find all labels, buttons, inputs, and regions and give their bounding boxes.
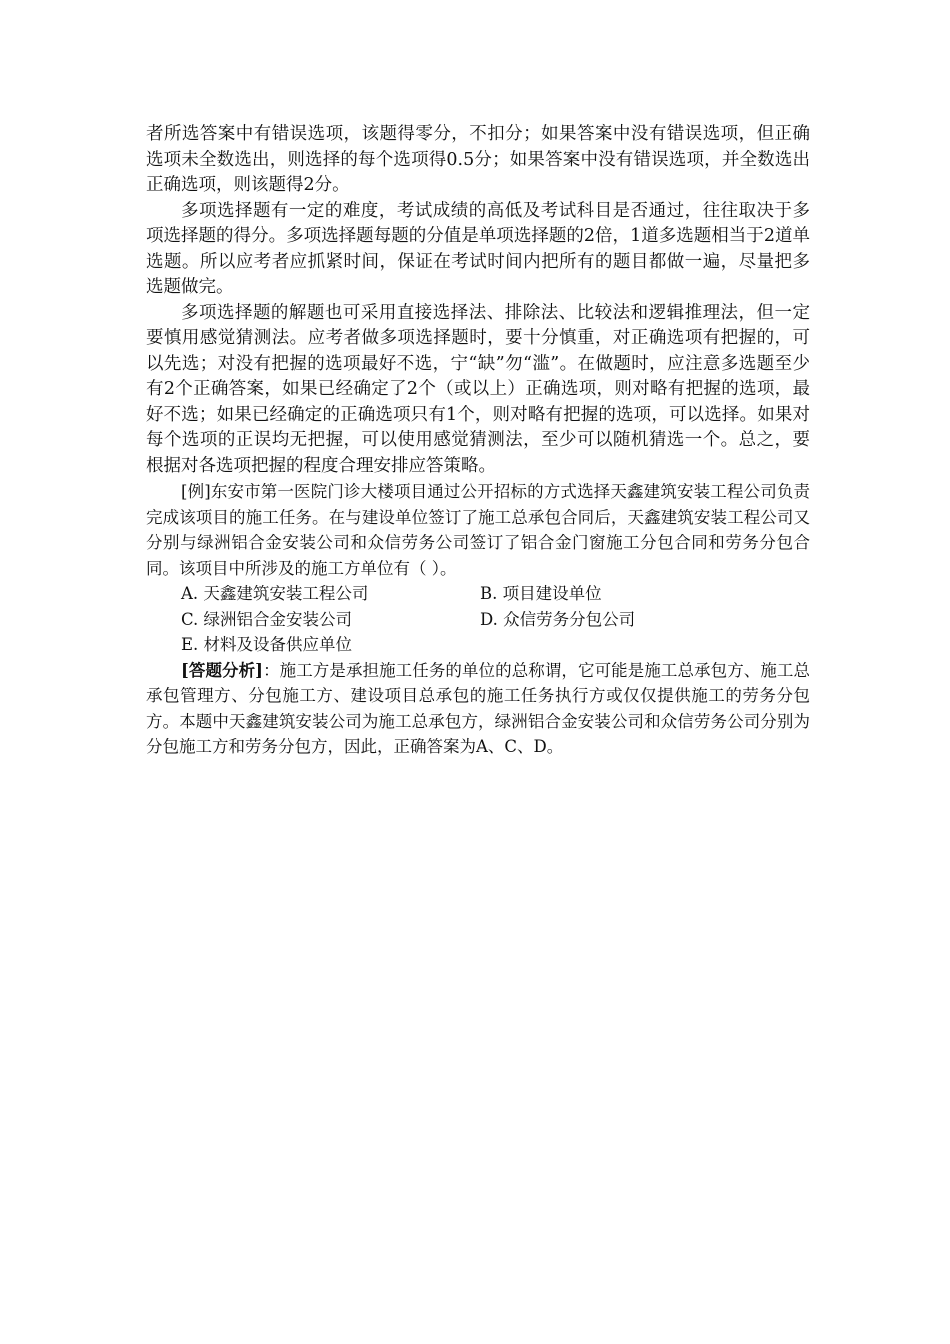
option-row xyxy=(146,632,810,658)
option-a: A. 天鑫建筑安装工程公司 xyxy=(181,584,369,603)
answer-analysis xyxy=(146,658,810,760)
option-list xyxy=(146,581,810,658)
answer-analysis-text: ：施工方是承担施工任务的单位的总称谓，它可能是施工总承包方、施工总承包管理方、分包施工方、建设项目总承包的施工任务执行方或仅仅提供施工的劳务分包方。本题中天鑫建筑安装公司为施工总承包方，绿洲铝合金安装公司和众信劳务公司分别为分包施工方和劳务分包方，因此，正确答案为A、C、D。 xyxy=(146,660,810,756)
paragraph-scoring-rules: 者所选答案中有错误选项，该题得零分，不扣分；如果答案中没有错误选项，但正确选项未全数选出，则选择的每个选项得0.5分；如果答案中没有错误选项，并全数选出正确选项，则该题得2分。 xyxy=(146,124,810,195)
example-question: [例]东安市第一医院门诊大楼项目通过公开招标的方式选择天鑫建筑安装工程公司负责完成该项目的施工任务。在与建设单位签订了施工总承包合同后，天鑫建筑安装工程公司又分别与绿洲铝合金安装公司和众信劳务公司签订了铝合金门窗施工分包合同和劳务分包合同。该项目中所涉及的施工方单位有（ ）。 xyxy=(146,482,810,578)
paragraph-strategy: 多项选择题的解题也可采用直接选择法、排除法、比较法和逻辑推理法，但一定要慎用感觉猜测法。应考者做多项选择题时，要十分慎重，对正确选项有把握的，可以先选；对没有把握的选项最好不选，宁“缺”勿“滥”。在做题时，应注意多选题至少有2个正确答案，如果已经确定了2个（或以上）正确选项，则对略有把握的选项，最好不选；如果已经确定的正确选项只有1个，则对略有把握的选项，可以选择。如果对每个选项的正误均无把握，可以使用感觉猜测法，至少可以随机猜选一个。总之，要根据对各选项把握的程度合理安排应答策略。 xyxy=(146,302,810,476)
option-row xyxy=(146,581,810,607)
answer-analysis-label: [答题分析] xyxy=(181,660,263,680)
option-d: D. 众信劳务分包公司 xyxy=(480,609,636,629)
option-c: C. 绿洲铝合金安装公司 xyxy=(181,609,353,629)
option-e: E. 材料及设备供应单位 xyxy=(181,635,353,654)
option-b: B. 项目建设单位 xyxy=(480,584,602,603)
option-row xyxy=(146,607,810,633)
paragraph-difficulty: 多项选择题有一定的难度，考试成绩的高低及考试科目是否通过，往往取决于多项选择题的得分。多项选择题每题的分值是单项选择题的2倍，1道多选题相当于2道单选题。所以应考者应抓紧时间，保证在考试时间内把所有的题目都做一遍，尽量把多选题做完。 xyxy=(146,200,810,297)
document-body xyxy=(146,122,810,760)
